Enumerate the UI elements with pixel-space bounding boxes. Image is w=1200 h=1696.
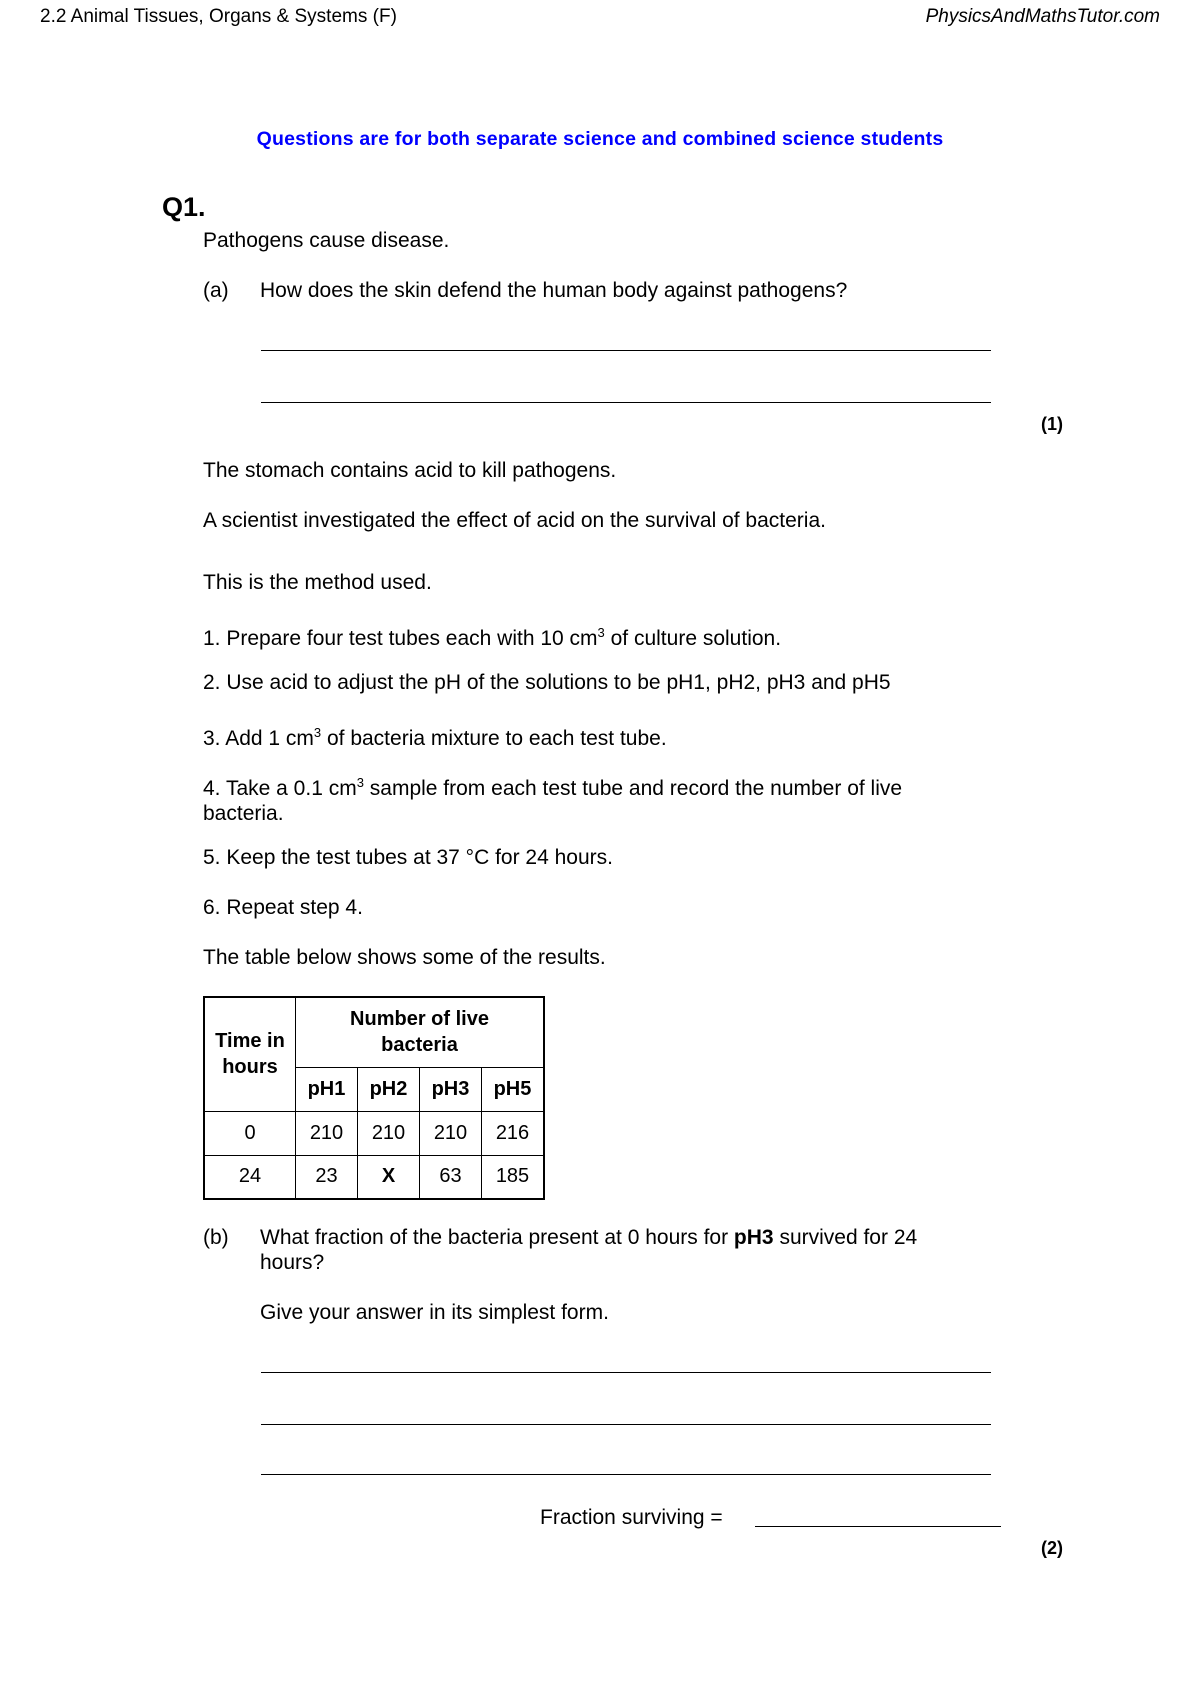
header-text: Number of live	[350, 1008, 489, 1031]
table-header-time	[204, 997, 296, 1111]
answer-line[interactable]	[261, 1474, 991, 1475]
table-header-ph: pH5	[482, 1067, 545, 1111]
table-intro: The table below shows some of the results.	[203, 946, 606, 969]
table-row	[204, 1111, 544, 1155]
part-b-instruction: Give your answer in its simplest form.	[260, 1301, 609, 1324]
method-step-5: 5. Keep the test tubes at 37 °C for 24 hours.	[203, 846, 613, 869]
superscript: 3	[313, 725, 322, 740]
table-cell: X	[358, 1155, 420, 1199]
method-step-text: 1. Prepare four test tubes each with 10 cm	[203, 627, 598, 650]
header-text: bacteria	[381, 1034, 458, 1057]
table-cell: 63	[420, 1155, 482, 1199]
table-cell: 185	[482, 1155, 545, 1199]
question-text: hours?	[260, 1251, 325, 1274]
question-text: survived for 24	[773, 1226, 918, 1249]
answer-line[interactable]	[261, 350, 991, 351]
table-header-ph: pH1	[296, 1067, 358, 1111]
part-b-label: (b)	[203, 1226, 229, 1249]
header-text: Time in	[215, 1030, 285, 1053]
method-step-4	[203, 770, 902, 826]
table-cell: 210	[420, 1111, 482, 1155]
method-step-2: 2. Use acid to adjust the pH of the solutions to be pH1, pH2, pH3 and pH5	[203, 671, 891, 694]
question-number: Q1.	[162, 192, 206, 222]
table-cell-time: 24	[204, 1155, 296, 1199]
method-step-text: of bacteria mixture to each test tube.	[321, 727, 667, 750]
table-header-ph: pH3	[420, 1067, 482, 1111]
fraction-answer-line[interactable]	[755, 1526, 1001, 1527]
method-step-text: sample from each test tube and record the number of live	[363, 777, 903, 800]
context-paragraph: A scientist investigated the effect of acid on the survival of bacteria.	[203, 509, 826, 532]
header-text: hours	[222, 1056, 278, 1079]
page-header-site: PhysicsAndMathsTutor.com	[925, 6, 1160, 27]
table-row	[204, 1155, 544, 1199]
audience-banner: Questions are for both separate science and combined science students	[256, 128, 944, 150]
answer-line[interactable]	[261, 402, 991, 403]
table-header-ph: pH2	[358, 1067, 420, 1111]
table-cell-time: 0	[204, 1111, 296, 1155]
question-text: What fraction of the bacteria present at 0 hours for	[260, 1226, 734, 1249]
table-header-group	[296, 997, 545, 1067]
answer-line[interactable]	[261, 1372, 991, 1373]
part-b-marks: (2)	[1041, 1538, 1063, 1558]
question-intro: Pathogens cause disease.	[203, 229, 450, 252]
table-cell: 216	[482, 1111, 545, 1155]
page-header-title: 2.2 Animal Tissues, Organs & Systems (F)	[40, 6, 397, 27]
table-cell: 23	[296, 1155, 358, 1199]
method-step-6: 6. Repeat step 4.	[203, 896, 363, 919]
superscript: 3	[597, 625, 605, 640]
method-step-text: 4. Take a 0.1 cm	[203, 777, 357, 800]
table-cell: 210	[296, 1111, 358, 1155]
context-paragraph: The stomach contains acid to kill pathogens.	[203, 459, 617, 482]
method-step-text: bacteria.	[203, 802, 284, 825]
fraction-answer-label: Fraction surviving =	[540, 1506, 723, 1529]
part-a-label: (a)	[203, 279, 229, 302]
part-a-question: How does the skin defend the human body against pathogens?	[260, 279, 848, 302]
method-step-text: 3. Add 1 cm	[203, 727, 314, 750]
table-cell: 210	[358, 1111, 420, 1155]
results-table	[203, 996, 545, 1200]
superscript: 3	[356, 775, 364, 790]
part-b-question	[260, 1225, 917, 1275]
method-heading: This is the method used.	[203, 571, 432, 594]
answer-line[interactable]	[261, 1424, 991, 1425]
method-step-1	[203, 620, 781, 651]
part-a-marks: (1)	[1041, 414, 1063, 434]
method-step-text: of culture solution.	[604, 627, 782, 650]
question-text-bold: pH3	[733, 1226, 774, 1249]
method-step-3	[203, 720, 667, 751]
